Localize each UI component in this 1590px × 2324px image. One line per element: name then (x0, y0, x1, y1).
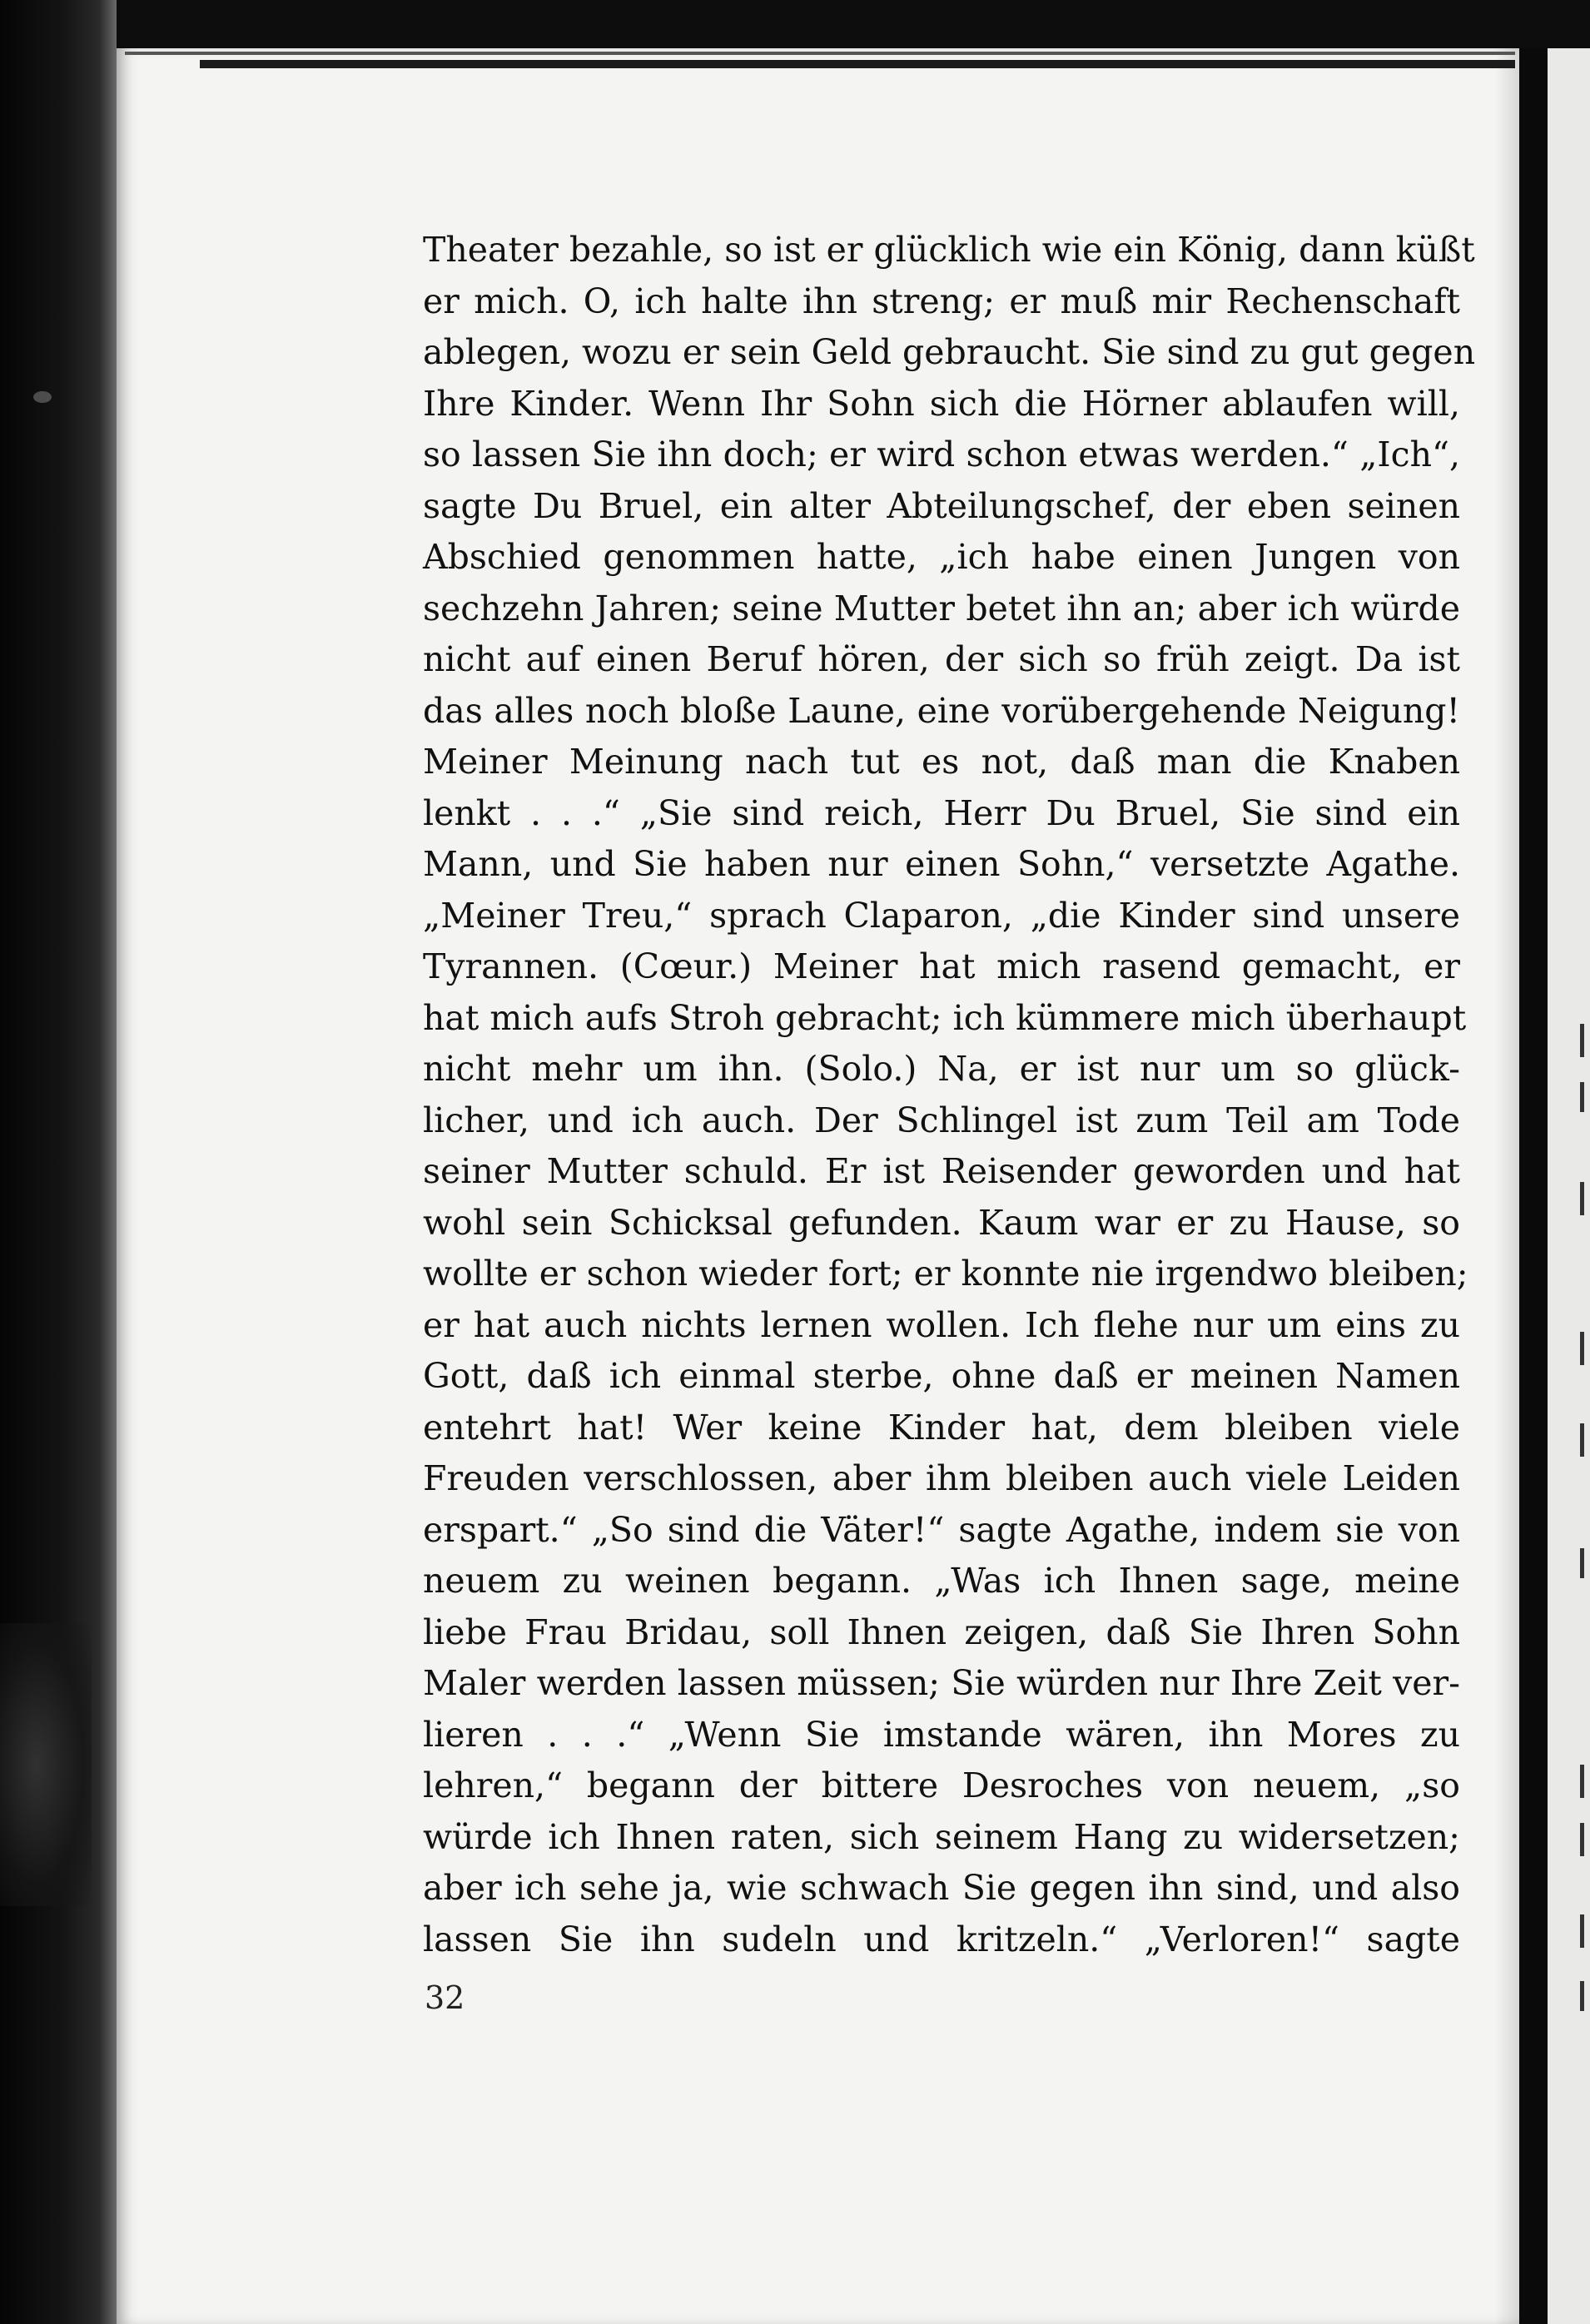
text-line: Abschied genommen hatte, „ich habe einen Jungen von (423, 537, 1460, 577)
top-edge-line (125, 52, 1515, 55)
text-line: liebe Frau Bridau, soll Ihnen zeigen, daß Sie Ihren Sohn (423, 1611, 1460, 1652)
text-line: das alles noch bloße Laune, eine vorübergehende Neigung! (423, 690, 1460, 731)
text-line: Freuden verschlossen, aber ihm bleiben auch viele Leiden (423, 1458, 1460, 1498)
text-line: erspart.“ „So sind die Väter!“ sagte Agathe, indem sie von (423, 1509, 1460, 1550)
text-line: nicht mehr um ihn. (Solo.) Na, er ist nur um so glück- (423, 1049, 1460, 1089)
text-line: entehrt hat! Wer keine Kinder hat, dem bleiben viele (423, 1407, 1460, 1448)
text-line: ablegen, wozu er sein Geld gebraucht. Sie sind zu gut gegen (423, 332, 1476, 372)
text-line: Meiner Meinung nach tut es not, daß man die Knaben (423, 742, 1460, 782)
text-line: Tyrannen. (Cœur.) Meiner hat mich rasend gemacht, er (423, 946, 1460, 986)
text-line: Gott, daß ich einmal sterbe, ohne daß er meinen Namen (423, 1356, 1460, 1396)
text-line: würde ich Ihnen raten, sich seinem Hang zu widersetzen; (423, 1816, 1460, 1857)
text-line: lieren . . .“ „Wenn Sie imstande wären, ihn Mores zu (423, 1714, 1460, 1755)
text-line: er mich. O, ich halte ihn streng; er muß mir Rechenschaft (423, 281, 1460, 321)
text-line: sechzehn Jahren; seine Mutter betet ihn an; aber ich würde (423, 588, 1460, 628)
page-number: 32 (425, 1979, 465, 2016)
body-text (423, 225, 1476, 1965)
text-line: wollte er schon wieder fort; er konnte nie irgendwo bleiben; (423, 1254, 1468, 1294)
book-spine-shadow (0, 0, 117, 2324)
text-line: lassen Sie ihn sudeln und kritzeln.“ „Verloren!“ sagte (423, 1919, 1460, 1959)
text-line: er hat auch nichts lernen wollen. Ich flehe nur um eins zu (423, 1304, 1460, 1345)
text-line: so lassen Sie ihn doch; er wird schon etwas werden.“ „Ich“, (423, 435, 1460, 474)
text-line: seiner Mutter schuld. Er ist Reisender geworden und hat (423, 1151, 1460, 1191)
text-line: Ihre Kinder. Wenn Ihr Sohn sich die Hörner ablaufen will, (423, 383, 1460, 424)
text-line: wohl sein Schicksal gefunden. Kaum war er zu Hause, so (423, 1202, 1460, 1243)
text-line: Mann, und Sie haben nur einen Sohn,“ versetzte Agathe. (423, 844, 1460, 884)
text-line: „Meiner Treu,“ sprach Claparon, „die Kinder sind unsere (423, 895, 1460, 936)
text-line: Theater bezahle, so ist er glücklich wie ein König, dann küßt (423, 230, 1475, 270)
text-line: sagte Du Bruel, ein alter Abteilungschef, der eben seinen (423, 485, 1460, 526)
text-line: neuem zu weinen begann. „Was ich Ihnen sage, meine (423, 1561, 1460, 1601)
top-rule (200, 60, 1515, 68)
text-line: lenkt . . .“ „Sie sind reich, Herr Du Bruel, Sie sind ein (423, 792, 1460, 833)
page-gutter-frame (1519, 48, 1548, 2324)
scan-mark (33, 391, 52, 403)
page-curve-shadow (1494, 48, 1519, 2324)
text-line: hat mich aufs Stroh gebracht; ich kümmere mich überhaupt (423, 997, 1467, 1038)
text-line: nicht auf einen Beruf hören, der sich so früh zeigt. Da ist (423, 639, 1460, 679)
text-line: aber ich sehe ja, wie schwach Sie gegen ihn sind, und also (423, 1868, 1460, 1908)
text-line: Maler werden lassen müssen; Sie würden nur Ihre Zeit ver- (423, 1663, 1460, 1703)
text-line: licher, und ich auch. Der Schlingel ist zum Teil am Tode (423, 1100, 1460, 1140)
scan-smudge (0, 1623, 92, 1906)
text-line: lehren,“ begann der bittere Desroches von neuem, „so (423, 1765, 1460, 1805)
